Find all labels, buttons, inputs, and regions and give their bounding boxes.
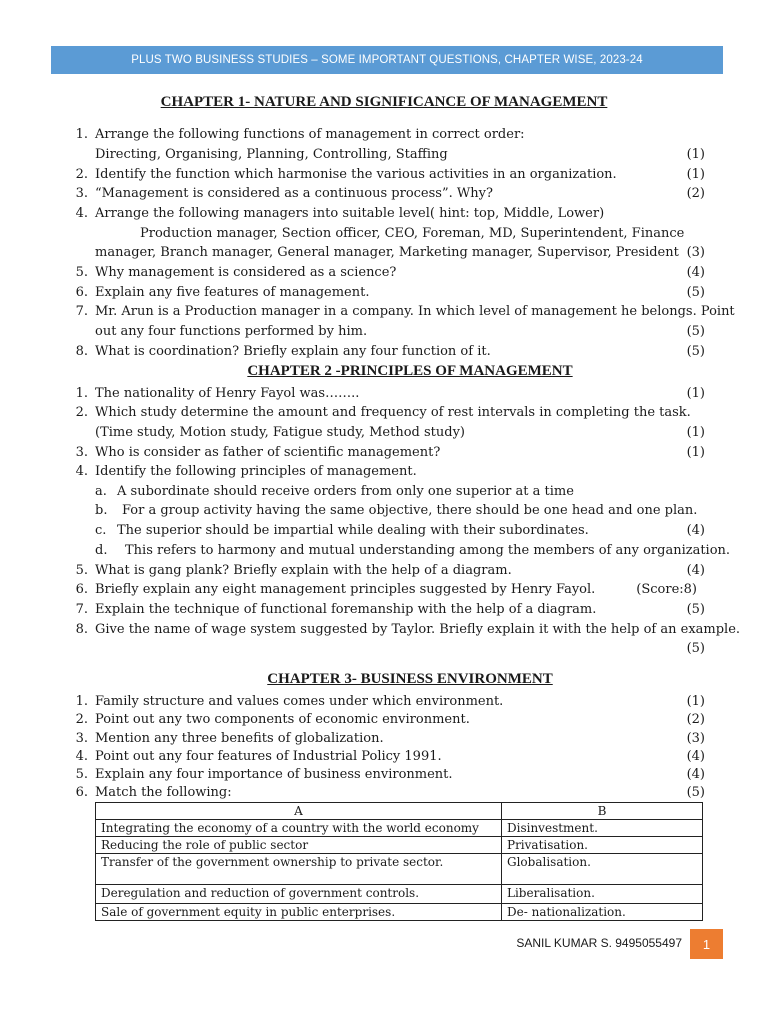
question-marks: (Score:8)	[636, 582, 697, 597]
ch2-question-8	[70, 620, 741, 640]
question-number: 3.	[75, 731, 88, 746]
table-row	[96, 885, 703, 904]
question-subtext: manager, Branch manager, General manager, Marketing manager, Supervisor, President	[95, 245, 679, 260]
table-cell-a: Sale of government equity in public enterprises.	[96, 904, 502, 921]
question-text: Point out any four features of Industrial Policy 1991.	[95, 749, 442, 764]
table-cell-a: Reducing the role of public sector	[96, 837, 502, 854]
question-text: Mr. Arun is a Production manager in a company. In which level of management he belongs. Point	[95, 304, 735, 319]
ch2-question-7	[70, 600, 720, 620]
question-text: What is coordination? Briefly explain any four function of it.	[95, 344, 491, 359]
question-marks: (5)	[686, 602, 705, 617]
question-number: 1.	[75, 694, 88, 709]
question-marks: (4)	[686, 563, 705, 578]
ch1-question-4-list-line-1	[140, 224, 720, 244]
header-banner	[51, 46, 723, 74]
ch1-question-6	[70, 283, 720, 303]
table-cell-a: Deregulation and reduction of government controls.	[96, 885, 502, 904]
question-number: 6.	[75, 785, 88, 800]
question-subtext: Directing, Organising, Planning, Controlling, Staffing	[95, 147, 448, 162]
question-number: 6.	[75, 285, 88, 300]
table-cell-b: De- nationalization.	[502, 904, 703, 921]
footer-author: SANIL KUMAR S. 9495055497	[516, 936, 682, 950]
ch1-question-1-options	[95, 145, 720, 165]
question-number: 1.	[75, 127, 88, 142]
question-marks: (3)	[686, 245, 705, 260]
item-text: A subordinate should receive orders from only one superior at a time	[117, 484, 574, 499]
question-subtext: Production manager, Section officer, CEO, Foreman, MD, Superintendent, Finance	[140, 226, 685, 241]
ch1-question-4	[70, 204, 720, 224]
question-number: 2.	[75, 405, 88, 420]
page-number-badge	[690, 929, 723, 959]
question-text: “Management is considered as a continuous process”. Why?	[95, 186, 493, 201]
ch3-question-6	[70, 783, 720, 803]
ch2-question-1	[70, 384, 720, 404]
question-marks: (5)	[686, 324, 705, 339]
question-text: Family structure and values comes under which environment.	[95, 694, 504, 709]
table-cell-b: Globalisation.	[502, 854, 703, 885]
ch3-question-2	[70, 710, 720, 730]
question-number: 6.	[75, 582, 88, 597]
item-text: For a group activity having the same objective, there should be one head and one plan.	[122, 503, 698, 518]
table-cell-b: Liberalisation.	[502, 885, 703, 904]
question-text: What is gang plank? Briefly explain with the help of a diagram.	[95, 563, 512, 578]
question-text: Explain any four importance of business environment.	[95, 767, 453, 782]
ch2-question-8-marks-line	[95, 639, 720, 659]
question-text: Who is consider as father of scientific management?	[95, 445, 441, 460]
question-number: 8.	[75, 622, 88, 637]
column-header-a: A	[96, 803, 502, 820]
table-cell-a: Transfer of the government ownership to private sector.	[96, 854, 502, 885]
ch2-question-2	[70, 403, 720, 423]
ch1-question-1	[70, 125, 720, 145]
ch2-question-5	[70, 561, 720, 581]
question-marks: (1)	[686, 386, 705, 401]
question-text: Point out any two components of economic environment.	[95, 712, 470, 727]
ch2-question-3	[70, 443, 720, 463]
question-marks: (1)	[686, 694, 705, 709]
question-marks: (3)	[686, 731, 705, 746]
question-number: 4.	[75, 206, 88, 221]
ch1-question-8	[70, 342, 720, 362]
question-text: The nationality of Henry Fayol was……..	[95, 386, 360, 401]
question-text: Explain the technique of functional foremanship with the help of a diagram.	[95, 602, 597, 617]
question-marks: (4)	[686, 265, 705, 280]
ch3-question-1	[70, 692, 720, 712]
ch2-question-4	[70, 462, 720, 482]
ch3-question-3	[70, 729, 720, 749]
question-marks: (4)	[686, 767, 705, 782]
ch2-question-4-item-c	[95, 521, 720, 541]
table-row	[96, 837, 703, 854]
ch1-question-5	[70, 263, 720, 283]
ch1-question-7	[70, 302, 735, 322]
question-marks: (1)	[686, 147, 705, 162]
question-text: Why management is considered as a science?	[95, 265, 397, 280]
item-text: The superior should be impartial while dealing with their subordinates.	[117, 523, 589, 538]
question-marks: (2)	[686, 186, 705, 201]
ch1-question-3	[70, 184, 720, 204]
question-marks: (1)	[686, 425, 705, 440]
table-header-row	[96, 803, 703, 820]
question-number: 3.	[75, 445, 88, 460]
ch2-question-4-item-d	[95, 541, 731, 561]
question-number: 4.	[75, 464, 88, 479]
question-subtext: (Time study, Motion study, Fatigue study, Method study)	[95, 425, 465, 440]
question-text: Which study determine the amount and frequency of rest intervals in completing the task.	[95, 405, 691, 420]
question-text: Identify the function which harmonise the various activities in an organization.	[95, 167, 617, 182]
question-number: 3.	[75, 186, 88, 201]
question-marks: (2)	[686, 712, 705, 727]
question-text: Explain any five features of management.	[95, 285, 370, 300]
ch1-question-4-list-line-2	[95, 243, 720, 263]
question-number: 1.	[75, 386, 88, 401]
question-subtext: out any four functions performed by him.	[95, 324, 368, 339]
question-marks: (1)	[686, 445, 705, 460]
table-cell-b: Disinvestment.	[502, 820, 703, 837]
question-number: 5.	[75, 767, 88, 782]
question-marks: (5)	[686, 641, 705, 656]
question-text: Arrange the following functions of management in correct order:	[95, 127, 525, 142]
question-number: 2.	[75, 712, 88, 727]
question-marks: (5)	[686, 785, 705, 800]
chapter-3-title: CHAPTER 3- BUSINESS ENVIRONMENT	[267, 671, 553, 687]
item-text: This refers to harmony and mutual understanding among the members of any organization.	[125, 543, 731, 558]
question-text: Arrange the following managers into suitable level( hint: top, Middle, Lower)	[95, 206, 605, 221]
ch1-question-7-continued	[95, 322, 720, 342]
question-number: 5.	[75, 563, 88, 578]
item-letter: d.	[95, 543, 108, 558]
item-letter: a.	[95, 484, 107, 499]
question-text: Identify the following principles of management.	[95, 464, 417, 479]
ch2-question-6	[70, 580, 720, 600]
question-number: 8.	[75, 344, 88, 359]
table-row	[96, 904, 703, 921]
table-cell-a: Integrating the economy of a country with the world economy	[96, 820, 502, 837]
match-table	[95, 802, 703, 921]
page-number: 1	[702, 936, 711, 952]
question-text: Briefly explain any eight management principles suggested by Henry Fayol.	[95, 582, 596, 597]
ch3-question-4	[70, 747, 720, 767]
question-number: 4.	[75, 749, 88, 764]
column-header-b: B	[502, 803, 703, 820]
ch2-question-4-item-a	[95, 482, 720, 502]
chapter-2-title: CHAPTER 2 -PRINCIPLES OF MANAGEMENT	[247, 363, 573, 379]
question-text: Give the name of wage system suggested by Taylor. Briefly explain it with the help of an example.	[95, 622, 741, 637]
question-text: Mention any three benefits of globalization.	[95, 731, 384, 746]
header-title: PLUS TWO BUSINESS STUDIES – SOME IMPORTANT QUESTIONS, CHAPTER WISE, 2023-24	[131, 54, 643, 66]
ch1-question-2	[70, 165, 720, 185]
item-letter: b.	[95, 503, 108, 518]
question-text: Match the following:	[95, 785, 232, 800]
question-marks: (4)	[686, 523, 705, 538]
table-cell-b: Privatisation.	[502, 837, 703, 854]
question-number: 2.	[75, 167, 88, 182]
table-row	[96, 820, 703, 837]
table-row	[96, 854, 703, 885]
ch2-question-4-item-b	[95, 501, 720, 521]
question-marks: (1)	[686, 167, 705, 182]
ch3-question-5	[70, 765, 720, 785]
question-marks: (4)	[686, 749, 705, 764]
question-number: 7.	[75, 602, 88, 617]
question-marks: (5)	[686, 344, 705, 359]
chapter-1-title: CHAPTER 1- NATURE AND SIGNIFICANCE OF MANAGEMENT	[160, 94, 608, 110]
question-number: 7.	[75, 304, 88, 319]
question-number: 5.	[75, 265, 88, 280]
item-letter: c.	[95, 523, 107, 538]
question-marks: (5)	[686, 285, 705, 300]
ch2-question-2-options	[95, 423, 720, 443]
